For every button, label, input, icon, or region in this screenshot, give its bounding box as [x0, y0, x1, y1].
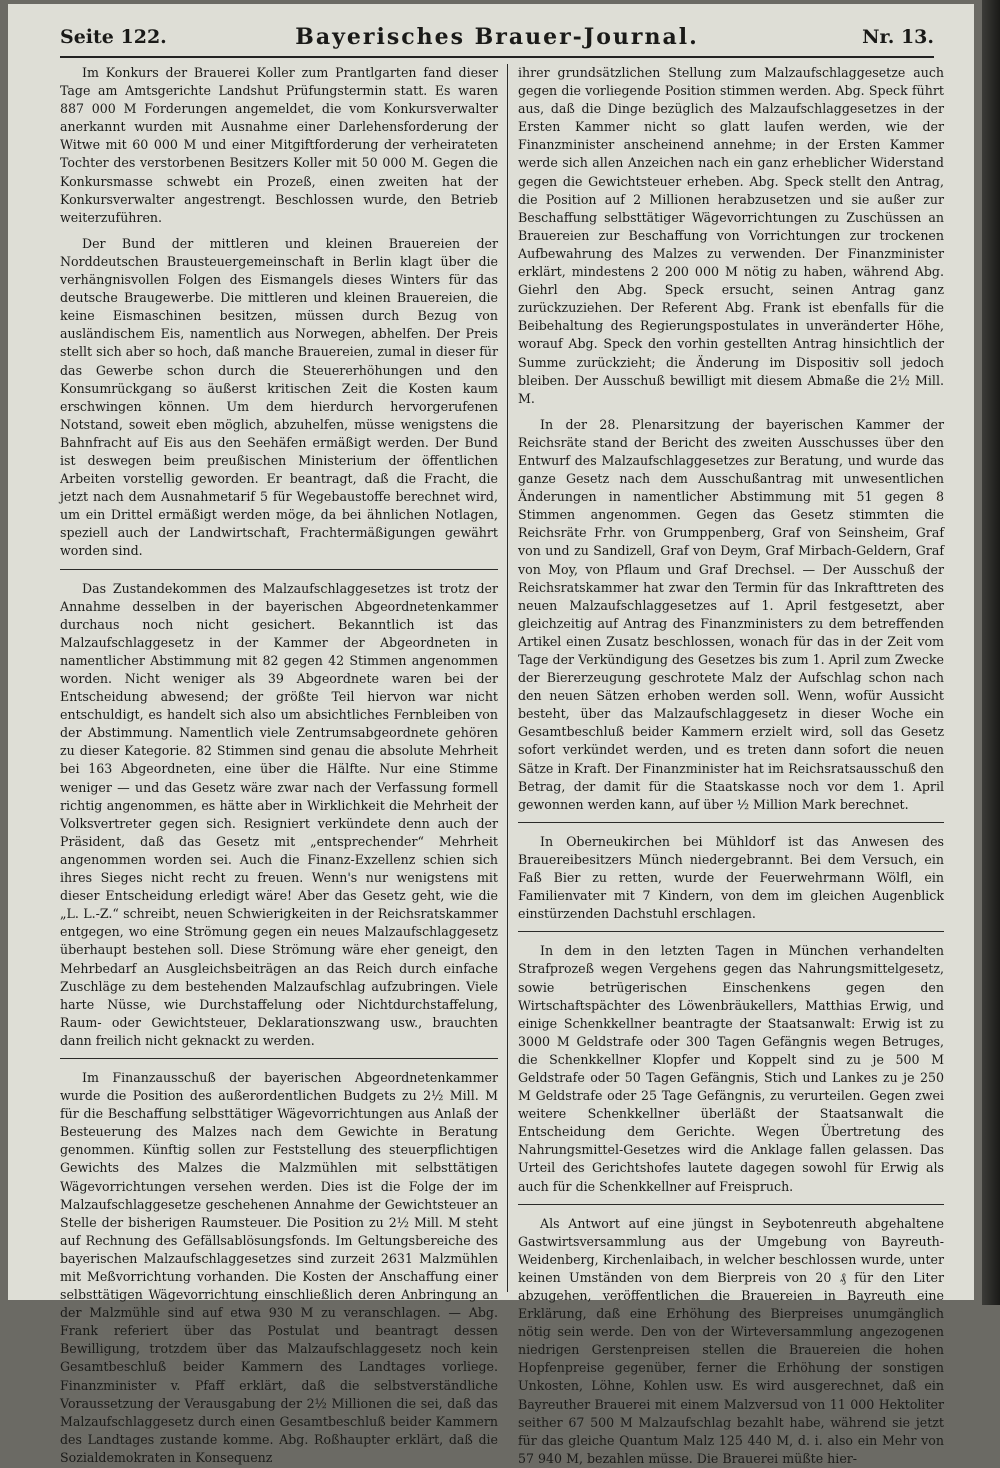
journal-title: Bayerisches Brauer-Journal.: [295, 24, 699, 50]
book-binding-edge: [982, 0, 1000, 1305]
article-separator: [518, 1204, 944, 1205]
article-separator: [518, 822, 944, 823]
article-separator: [60, 1058, 498, 1059]
right-column: [518, 64, 944, 1466]
article-reichsraete: In der 28. Plenarsitzung der bayerischen Kammer der Reichsräte stand der Bericht des zweiten Ausschusses über den Entwurf des Malzaufschlaggesetzes zur Beratung, und wurde das ganze Gesetz nach dem Ausschußantrag mit unwesentlichen Änderungen in namentlicher Abstimmung mit 51 gegen 8 Stimmen angenommen. Gegen das Gesetz stimmten die Reichsräte Frhr. von Grumppenberg, Graf von Seinsheim, Graf von und zu Sandizell, Graf von Deym, Graf Mirbach-Geldern, Graf von Moy, von Pflaum und Graf Drechsel. — Der Ausschuß der Reichsratskammer hat zwar den Termin für das Inkrafttreten des neuen Malzaufschlaggesetzes auf 1. April festgesetzt, aber gleichzeitig auf Antrag des Finanzministers zu dem betreffenden Artikel einen Zusatz beschlossen, wonach für das in der Zeit vom Tage der Verkündigung des Gesetzes bis zum 1. April zum Zwecke der Biererzeugung geschrotete Malz der Aufschlag schon nach den neuen Sätzen erhoben werden soll. Wenn, wofür Aussicht besteht, über das Malzaufschlaggesetz in dieser Woche ein Gesamtbeschluß beider Kammern erzielt wird, soll das Gesetz sofort verkündet werden, und es treten dann sofort die neuen Sätze in Kraft. Der Finanzminister hat im Reichsratsausschuß den Betrag, der damit für die Staatskasse noch vor dem 1. April gewonnen werden kann, auf über ½ Million Mark berechnet.: [518, 416, 944, 812]
article-finanzausschuss-continued: ihrer grundsätzlichen Stellung zum Malzaufschlaggesetze auch gegen die vorliegende Position stimmen werden. Abg. Speck führt aus, daß die Dinge bezüglich des Malzaufschlaggesetzes in der Ersten Kammer nicht so glatt laufen werden, wie der Finanzminister anscheinend annehme; in der Ersten Kammer werde sich allen Anzeichen nach ein ganz erheblicher Widerstand gegen die Gewichtsteuer erheben. Abg. Speck stellt den Antrag, die Position auf 2 Millionen herabzusetzen und sie außer zur Beschaffung selbsttätiger Wägevorrichtungen zu Zuschüssen an Brauereien zur Beschaffung von Vorrichtungen zur trockenen Aufbewahrung des Malzes zu verwenden. Der Finanzminister erklärt, mindestens 2 200 000 M nötig zu haben, während Abg. Giehrl den Abg. Speck ersucht, seinen Antrag ganz zurückzuziehen. Der Referent Abg. Frank ist ebenfalls für die Beibehaltung des Regierungspostulates in unveränderter Höhe, worauf Abg. Speck den vorhin gestellten Antrag hinsichtlich der Summe zurückzieht; die Änderung im Dispositiv soll jedoch bleiben. Der Ausschuß bewilligt mit diesem Abmaße die 2½ Mill. M.: [518, 65, 944, 406]
left-column: [60, 64, 498, 1465]
newspaper-page: [8, 4, 974, 1466]
article-bayreuth-bierpreis: Als Antwort auf eine jüngst in Seybotenreuth abgehaltene Gastwirtsversammlung aus der Umgebung von Bayreuth-Weidenberg, Kirchenlaibach, in welcher beschlossen wurde, unter keinen Umständen von dem Bierpreis von 20 ₰ für den Liter abzugehen, veröffentlichen die Brauereien in Bayreuth eine Erklärung, daß eine Erhöhung des Bierpreises unumgänglich nötig sein werde. Den von der Wirteversammlung angezogenen niedrigen Gerstenpreisen stellen die Brauereien die hohen Hopfenpreise gegenüber, ferner die Erhöhung der sonstigen Unkosten, Löhne, Kohlen usw. Es wird ausgerechnet, daß ein Bayreuther Brauerei mit einem Malzversud von 11 000 Hektoliter seither 67 500 M Malzaufschlag bezahlt habe, während sie jetzt für das gleiche Quantum Malz 125 440 M, d. i. also ein Mehr von 57 940 M, bezahlen müsse. Die Brauerei müßte hier-: [518, 1215, 944, 1466]
page-header: [60, 20, 934, 58]
article-strafprozess: In dem in den letzten Tagen in München verhandelten Strafprozeß wegen Vergehens gegen das Nahrungsmittelgesetz, sowie betrügerischen Einschenkens gegen den Wirtschaftspächter des Löwenbräukellers, Matthias Erwig, und einige Schenkkellner beantragte der Staatsanwalt: Erwig ist zu 3000 M Geldstrafe oder 300 Tagen Gefängnis wegen Betruges, die Schenkkellner Klopfer und Koppelt sind zu je 500 M Geldstrafe oder 50 Tagen Gefängnis, Stich und Lankes zu je 250 M Geldstrafe oder 25 Tage Gefängnis, zu verurteilen. Gegen zwei weitere Schenkkellner überläßt der Staatsanwalt die Entscheidung dem Gerichte. Wegen Übertretung des Nahrungsmittel-Gesetzes wird die Anklage fallen gelassen. Das Urteil des Gerichtshofes lautete dagegen sowohl für Erwig als auch für die Schenkkellner auf Freispruch.: [518, 943, 944, 1194]
article-konkurs-koller: Im Konkurs der Brauerei Koller zum Prantlgarten fand dieser Tage am Amtsgerichte Landshut Prüfungstermin statt. Es waren 887 000 M Forderungen angemeldet, die vom Konkursverwalter anerkannt wurden mit Ausnahme einer Darlehensforderung der Witwe mit 60 000 M und einer Mitgiftforderung der verheirateten Tochter des verstorbenen Besitzers Koller mit 50 000 M. Gegen die Konkursmasse schwebt ein Prozeß, einen zweiten hat der Konkursverwalter angestrengt. Beschlossen wurde, den Betrieb weiterzuführen.: [60, 65, 498, 225]
page-number: Seite 122.: [60, 26, 167, 48]
column-divider: [507, 64, 508, 1292]
article-separator: [518, 931, 944, 932]
article-eismangel: Der Bund der mittleren und kleinen Brauereien der Norddeutschen Brausteuergemeinschaft in Berlin klagt über die verhängnisvollen Folgen des Eismangels dieses Winters für das deutsche Braugewerbe. Die mittleren und kleinen Brauereien, die keine Eismaschinen besitzen, müssen durch Bezug von ausländischem Eis, namentlich aus Norwegen, abhelfen. Der Preis stellt sich aber so hoch, daß manche Brauereien, zumal in dieser für das Gewerbe schon durch die Steuererhöhungen und den Konsumrückgang so äußerst kritischen Zeit die Kosten kaum erschwingen können. Um dem hierdurch hervorgerufenen Notstand, soweit eben möglich, abzuhelfen, müsse wenigstens die Bahnfracht auf Eis aus den Seehäfen ermäßigt werden. Der Bund ist deswegen beim preußischen Ministerium der öffentlichen Arbeiten vorstellig geworden. Er beantragt, daß die Fracht, die jetzt nach dem Ausnahmetarif 5 für Wegebaustoffe berechnet wird, um ein Drittel ermäßigt werden möge, da bei ähnlichen Notlagen, speziell auch der Landwirtschaft, Frachtermäßigungen gewährt worden sind.: [60, 235, 498, 559]
issue-number: Nr. 13.: [862, 26, 934, 48]
article-separator: [60, 569, 498, 570]
article-finanzausschuss: Im Finanzausschuß der bayerischen Abgeordnetenkammer wurde die Position des außerordentlichen Budgets zu 2½ Mill. M für die Beschaffung selbsttätiger Wägevorrichtungen aus Anlaß der Besteuerung des Malzes nach dem Gewichte in Beratung genommen. Künftig sollen zur Feststellung des steuerpflichtigen Gewichts des Malzes die Malzmühlen mit selbsttätigen Wägevorrichtungen versehen werden. Dies ist die Folge der im Malzaufschlaggesetze geschehenen Annahme der Gewichtsteuer an Stelle der bisherigen Raumsteuer. Die Position zu 2½ Mill. M steht auf Rechnung des Gefällsablösungsfonds. Im Geltungsbereiche des bayerischen Malzaufschlaggesetzes sind zurzeit 2631 Malzmühlen mit Meßvorrichtung vorhanden. Die Kosten der Anschaffung einer selbsttätigen Wägevorrichtung einschließlich deren Anbringung an der Malzmühle sind auf etwa 930 M zu veranschlagen. — Abg. Frank referiert über das Postulat und beantragt dessen Bewilligung, trotzdem über das Malzaufschlaggesetz noch kein Gesamtbeschluß beider Kammern des Landtages vorliege. Finanzminister v. Pfaff erklärt, daß die selbstverständliche Voraussetzung der Verausgabung der 2½ Millionen die sei, daß das Malzaufschlaggesetz durch einen Gesamtbeschluß beider Kammern des Landtages zustande komme. Abg. Roßhaupter erklärt, daß die Sozialdemokraten in Konsequenz: [60, 1069, 498, 1465]
article-oberneukirchen: In Oberneukirchen bei Mühldorf ist das Anwesen des Brauereibesitzers Münch niedergebrannt. Bei dem Versuch, ein Faß Bier zu retten, wurde der Feuerwehrmann Wölfl, ein Familienvater mit 7 Kindern, von dem im gleichen Augenblick einstürzenden Dachstuhl erschlagen.: [518, 833, 944, 922]
article-malzaufschlaggesetz: Das Zustandekommen des Malzaufschlaggesetzes ist trotz der Annahme desselben in der bayerischen Abgeordnetenkammer durchaus noch nicht gesichert. Bekanntlich ist das Malzaufschlaggesetz in der Kammer der Abgeordneten in namentlicher Abstimmung mit 82 gegen 42 Stimmen angenommen worden. Nicht weniger als 39 Abgeordnete waren bei der Entscheidung abwesend; der größte Teil hiervon war nicht entschuldigt, es handelt sich also um absichtliches Fernbleiben von der Abstimmung. Namentlich viele Zentrumsabgeordnete gehören zu dieser Kategorie. 82 Stimmen sind genau die absolute Mehrheit bei 163 Abgeordneten, eine über die Hälfte. Nur eine Stimme weniger — und das Gesetz wäre zwar nach der Verfassung formell richtig angenommen, es hätte aber in Wirklichkeit die Mehrheit der Volksvertreter gegen sich. Resigniert verkündete denn auch der Präsident, daß das Gesetz mit „entsprechender“ Mehrheit angenommen worden sei. Auch die Finanz-Exzellenz schien sich ihres Sieges nicht recht zu freuen. Wenn's nur wenigstens mit dieser Entscheidung erledigt wäre! Aber das Gesetz geht, wie die „L. L.-Z.“ schreibt, neuen Schwierigkeiten in der Reichsratskammer entgegen, wo eine Strömung gegen ein neues Malzaufschlaggesetz überhaupt bestehen soll. Diese Strömung wäre eher geneigt, den Mehrbedarf an Ausgleichsbeiträgen an das Reich durch einfache Zuschläge zu dem bestehenden Malzaufschlag aufzubringen. Viele harte Nüsse, wie Durchstaffelung oder Nichtdurchstaffelung, Raum- oder Gewichtsteuer, Deklarationszwang usw., brauchten dann freilich nicht geknackt zu werden.: [60, 580, 498, 1048]
